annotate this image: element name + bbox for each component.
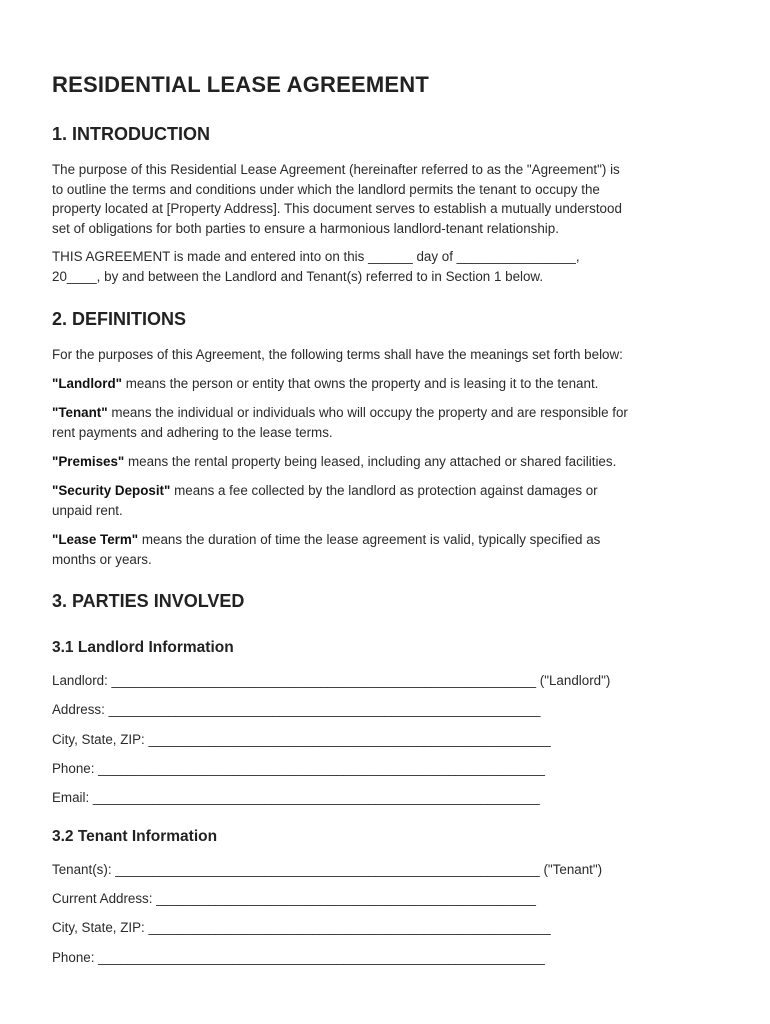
text-line: property located at [Property Address]. This document serves to establish a mutually understood: [52, 201, 622, 217]
landlord-phone-field[interactable]: Phone: ____________________________________________________________: [52, 761, 545, 776]
text-line: months or years.: [52, 551, 152, 567]
section-heading-definitions: 2. DEFINITIONS: [52, 309, 187, 329]
definition-tenant: [52, 403, 628, 442]
landlord-name-field[interactable]: Landlord: _________________________________________________________ ("Landlord"): [52, 673, 611, 688]
tenant-city-state-zip-field[interactable]: City, State, ZIP: ______________________________________________________: [52, 920, 551, 935]
text-line: [52, 530, 600, 550]
document-title: RESIDENTIAL LEASE AGREEMENT: [52, 72, 429, 97]
introduction-paragraph: [52, 160, 622, 238]
landlord-city-state-zip-field[interactable]: City, State, ZIP: ______________________________________________________: [52, 732, 551, 747]
text-line: to outline the terms and conditions under which the landlord permits the tenant to occupy the: [52, 181, 600, 197]
tenant-names-field[interactable]: Tenant(s): _________________________________________________________ ("Tenant"): [52, 862, 603, 877]
section-heading-introduction: 1. INTRODUCTION: [52, 124, 211, 144]
section-heading-parties: 3. PARTIES INVOLVED: [52, 591, 245, 611]
text-line: rent payments and adhering to the lease terms.: [52, 424, 333, 440]
text-line: [52, 403, 628, 423]
text-line: [52, 452, 616, 472]
subsection-heading-tenant-info: 3.2 Tenant Information: [52, 828, 218, 845]
tenant-phone-field[interactable]: Phone: ____________________________________________________________: [52, 950, 545, 965]
text-line: set of obligations for both parties to ensure a harmonious landlord-tenant relationship.: [52, 220, 559, 236]
landlord-email-field[interactable]: Email: ____________________________________________________________: [52, 790, 540, 805]
definition-security-deposit: [52, 481, 598, 520]
defined-term: "Premises": [52, 454, 125, 469]
tenant-current-address-field[interactable]: Current Address: ___________________________________________________: [52, 891, 537, 906]
text-line: [52, 374, 598, 394]
text-line: 20____, by and between the Landlord and Tenant(s) referred to in Section 1 below.: [52, 268, 544, 284]
defined-term: "Lease Term": [52, 532, 139, 547]
definition-premises: [52, 452, 616, 472]
definition-text: means the duration of time the lease agreement is valid, typically specified as: [138, 532, 601, 547]
text-line: The purpose of this Residential Lease Agreement (hereinafter referred to as the "Agreement") is: [52, 162, 620, 177]
defined-term: "Landlord": [52, 376, 122, 391]
text-line: THIS AGREEMENT is made and entered into on this ______ day of ________________,: [52, 249, 580, 264]
text-line: For the purposes of this Agreement, the following terms shall have the meanings set forth below:: [52, 347, 623, 362]
text-line: [52, 481, 598, 501]
definition-landlord: [52, 374, 598, 394]
agreement-date-paragraph: [52, 247, 580, 286]
definition-text: means a fee collected by the landlord as protection against damages or: [170, 483, 598, 498]
text-line: unpaid rent.: [52, 502, 123, 518]
definition-text: means the person or entity that owns the property and is leasing it to the tenant.: [121, 376, 599, 391]
definition-text: means the rental property being leased, including any attached or shared facilities.: [124, 454, 617, 469]
landlord-address-field[interactable]: Address: __________________________________________________________: [52, 702, 541, 717]
defined-term: "Tenant": [52, 405, 108, 420]
defined-term: "Security Deposit": [52, 483, 171, 498]
subsection-heading-landlord-info: 3.1 Landlord Information: [52, 639, 234, 656]
definitions-intro: [52, 345, 623, 365]
definition-text: means the individual or individuals who will occupy the property and are responsible for: [107, 405, 628, 420]
definition-lease-term: [52, 530, 600, 569]
